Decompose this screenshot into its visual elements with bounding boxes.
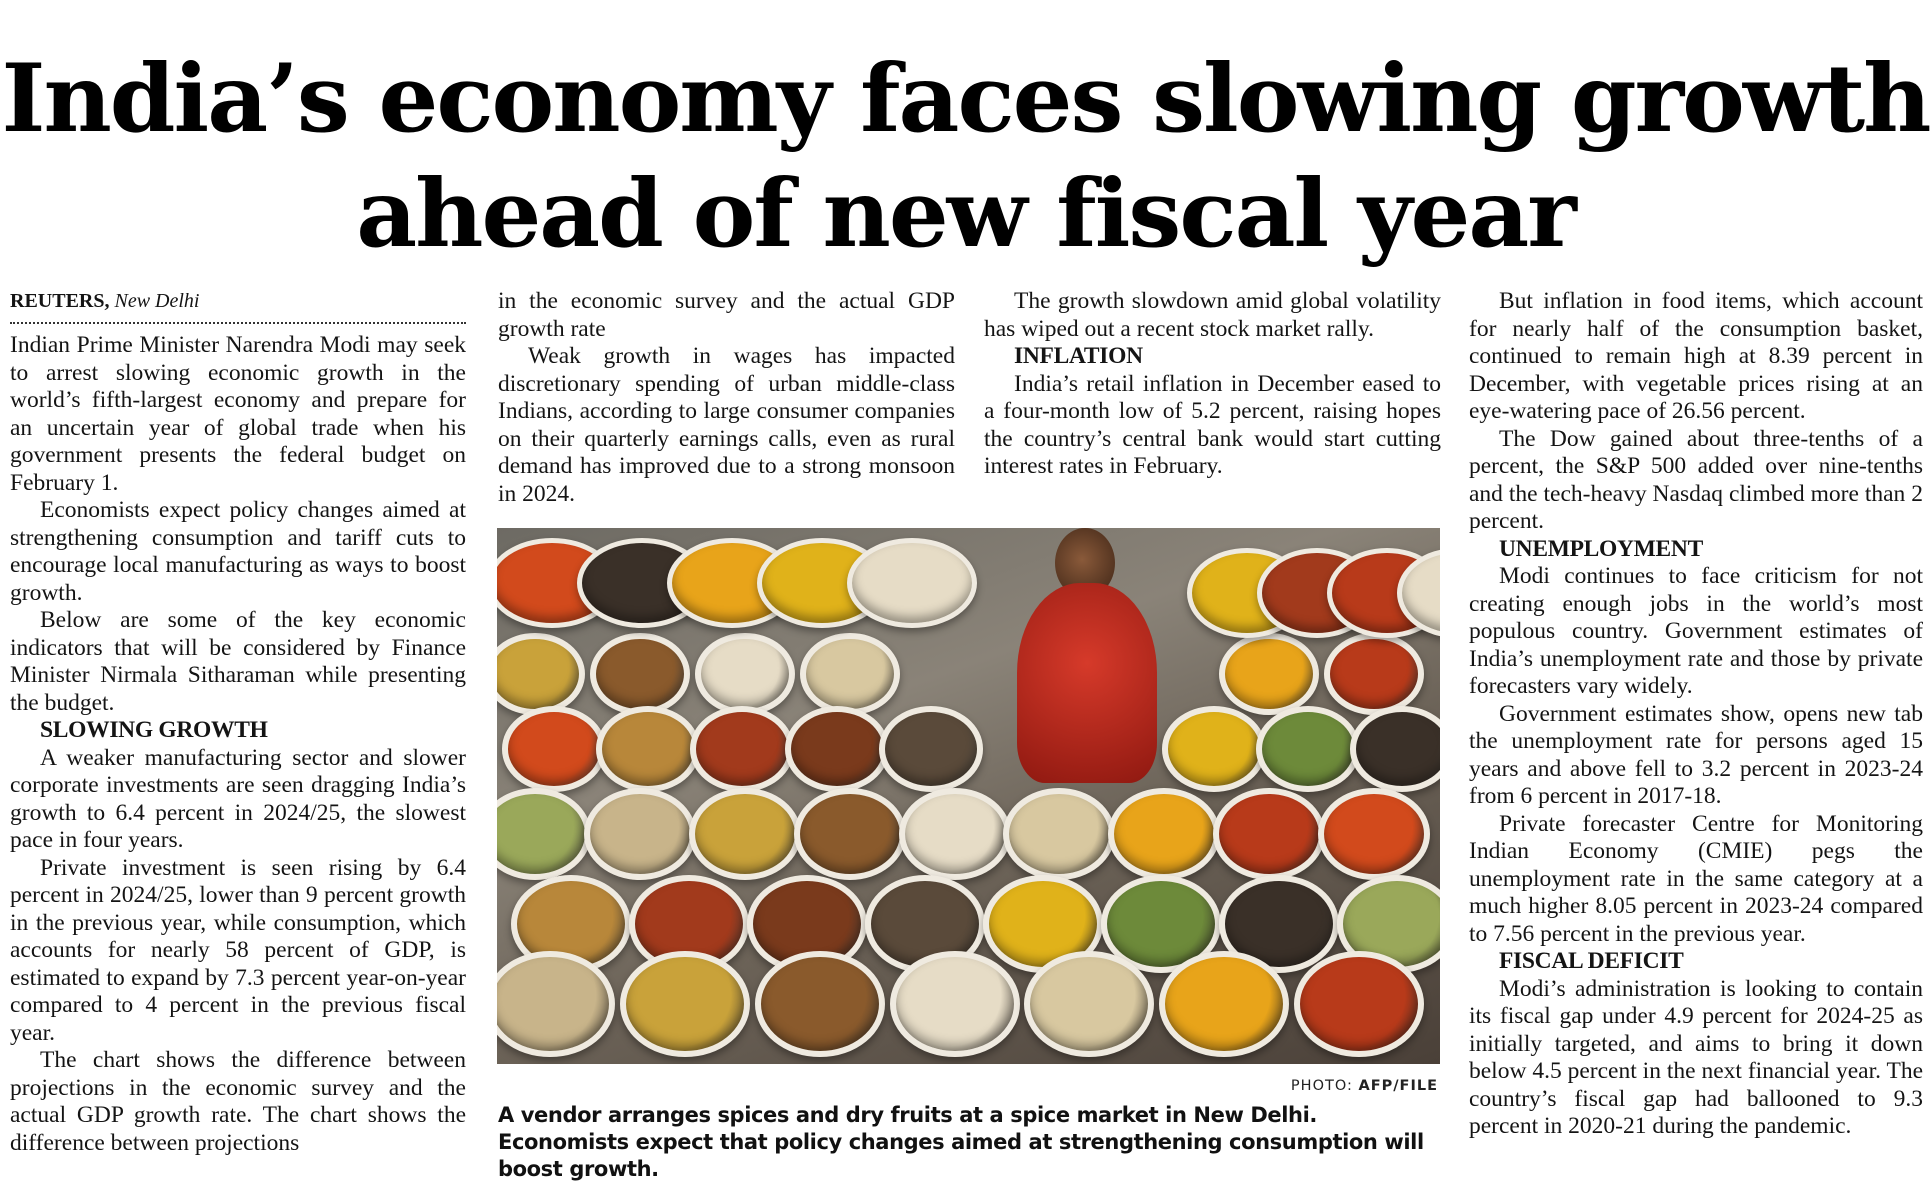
byline (10, 286, 466, 324)
spice-sack (690, 706, 794, 792)
byline-agency: REUTERS, (10, 290, 110, 312)
spice-sack (620, 951, 750, 1057)
article-column-4 (1469, 288, 1923, 1141)
paragraph: A weaker manufacturing sector and slower corporate investments are seen dragging India’s growth to 6.4 percent in 2024/25, the slowest pace in four years. (10, 744, 466, 853)
paragraph: Private forecaster Centre for Monitoring Indian Economy (CMIE) pegs the unemployment rate in the same category at a much higher 8.05 percent in 2023-24 compared to 7.56 percent in the previous year. (1469, 810, 1923, 947)
headline: India’s economy faces slowing growth ahead of new fiscal year (1, 44, 1930, 269)
spice-sack (584, 788, 696, 880)
photo-credit (1200, 1078, 1438, 1094)
spice-sack (502, 706, 606, 792)
spice-sack (1159, 951, 1289, 1057)
spice-sack (1108, 788, 1220, 880)
spice-sack (497, 633, 585, 715)
spice-sack (1324, 633, 1424, 715)
paragraph: Modi’s administration is looking to contain its fiscal gap under 4.9 percent for 2024-25 as initially targeted, and aims to bring it down below 4.5 percent in the next financial year. The country’s fiscal gap had ballooned to 9.3 percent in 2020-21 during the pandemic. (1469, 975, 1923, 1139)
spice-market-photo (497, 528, 1440, 1064)
spice-sack (497, 788, 591, 880)
paragraph: Indian Prime Minister Narendra Modi may seek to arrest slowing economic growth in the world’s fifth-largest economy and prepare for an uncertain year of global trade when his government presents the federal budget on February 1. (10, 332, 466, 496)
article-column-1 (10, 286, 466, 1157)
paragraph: The growth slowdown amid global volatility has wiped out a recent stock market rally. (984, 288, 1441, 342)
article-column-2 (498, 288, 955, 508)
paragraph: Weak growth in wages has impacted discretionary spending of urban middle-class Indians, according to large consumer companies on their quarterly earnings calls, even as rural demand has improved due to a strong monsoon in 2024. (498, 343, 955, 507)
spice-sack (1024, 951, 1154, 1057)
spice-sack (695, 633, 795, 715)
paragraph: India’s retail inflation in December eased to a four-month low of 5.2 percent, raising hopes the country’s central bank would start cutting interest rates in February. (984, 370, 1441, 479)
spice-sack (1294, 951, 1424, 1057)
spice-sack (1350, 706, 1440, 792)
paragraph: Government estimates show, opens new tab the unemployment rate for persons aged 15 years and above fell to 3.2 percent in 2023-24 from 6 percent in 2017-18. (1469, 700, 1923, 809)
article-column-3 (984, 288, 1441, 481)
paragraph: But inflation in food items, which account for nearly half of the consumption basket, continued to remain high at 8.39 percent in December, with vegetable prices rising at an eye-watering pace of 26.56 percent. (1469, 288, 1923, 424)
spice-sack (1162, 706, 1266, 792)
spice-sack (800, 633, 900, 715)
paragraph: Modi continues to face criticism for not creating enough jobs in the world’s most populous country. Government estimates of India’s unemployment rate and those by private forecasters vary widely. (1469, 563, 1923, 699)
spice-sack (847, 538, 977, 628)
section-heading-slowing-growth: SLOWING GROWTH (40, 717, 268, 743)
paragraph: in the economic survey and the actual GDP growth rate (498, 288, 955, 342)
photo-caption: A vendor arranges spices and dry fruits at a spice market in New Delhi. Economists expect that policy changes aimed at strengthening consumption will boost growth. (498, 1103, 1424, 1181)
paragraph: The chart shows the difference between projections in the economic survey and the actual GDP growth rate. The chart shows the difference between projections (10, 1047, 466, 1156)
spice-sack (1213, 788, 1325, 880)
photo-credit-prefix: PHOTO: (1290, 1078, 1353, 1094)
spice-sack (785, 706, 889, 792)
vendor-figure (1017, 583, 1157, 783)
spice-sack (689, 788, 801, 880)
spice-sack (1219, 633, 1319, 715)
spice-sack (1256, 706, 1360, 792)
byline-city: New Delhi (114, 290, 200, 312)
paragraph: The Dow gained about three-tenths of a percent, the S&P 500 added over nine-tenths and the tech-heavy Nasdaq climbed more than 2 percent. (1469, 425, 1923, 534)
paragraph: Below are some of the key economic indicators that will be considered by Finance Minister Nirmala Sitharaman while presenting the budget. (10, 607, 466, 716)
paragraph: Economists expect policy changes aimed at strengthening consumption and tariff cuts to encourage local manufacturing as ways to boost growth. (10, 497, 466, 606)
section-heading-fiscal-deficit: FISCAL DEFICIT (1499, 948, 1684, 974)
spice-sack (596, 706, 700, 792)
spice-sack (590, 633, 690, 715)
spice-sack (890, 951, 1020, 1057)
photo-credit-source: AFP/FILE (1358, 1078, 1438, 1094)
spice-sack (879, 706, 983, 792)
spice-sack (755, 951, 885, 1057)
spice-sack (899, 788, 1011, 880)
spice-sack (794, 788, 906, 880)
section-heading-inflation: INFLATION (1014, 343, 1143, 369)
section-heading-unemployment: UNEMPLOYMENT (1499, 535, 1703, 562)
paragraph: Private investment is seen rising by 6.4 percent in 2024/25, lower than 9 percent growth in the previous year, while consumption, which accounts for nearly 58 percent of GDP, is estimated to expand by 7.3 percent year-on-year compared to 4 percent in the previous fiscal year. (10, 854, 466, 1046)
spice-sack (1318, 788, 1430, 880)
spice-sack (1003, 788, 1115, 880)
